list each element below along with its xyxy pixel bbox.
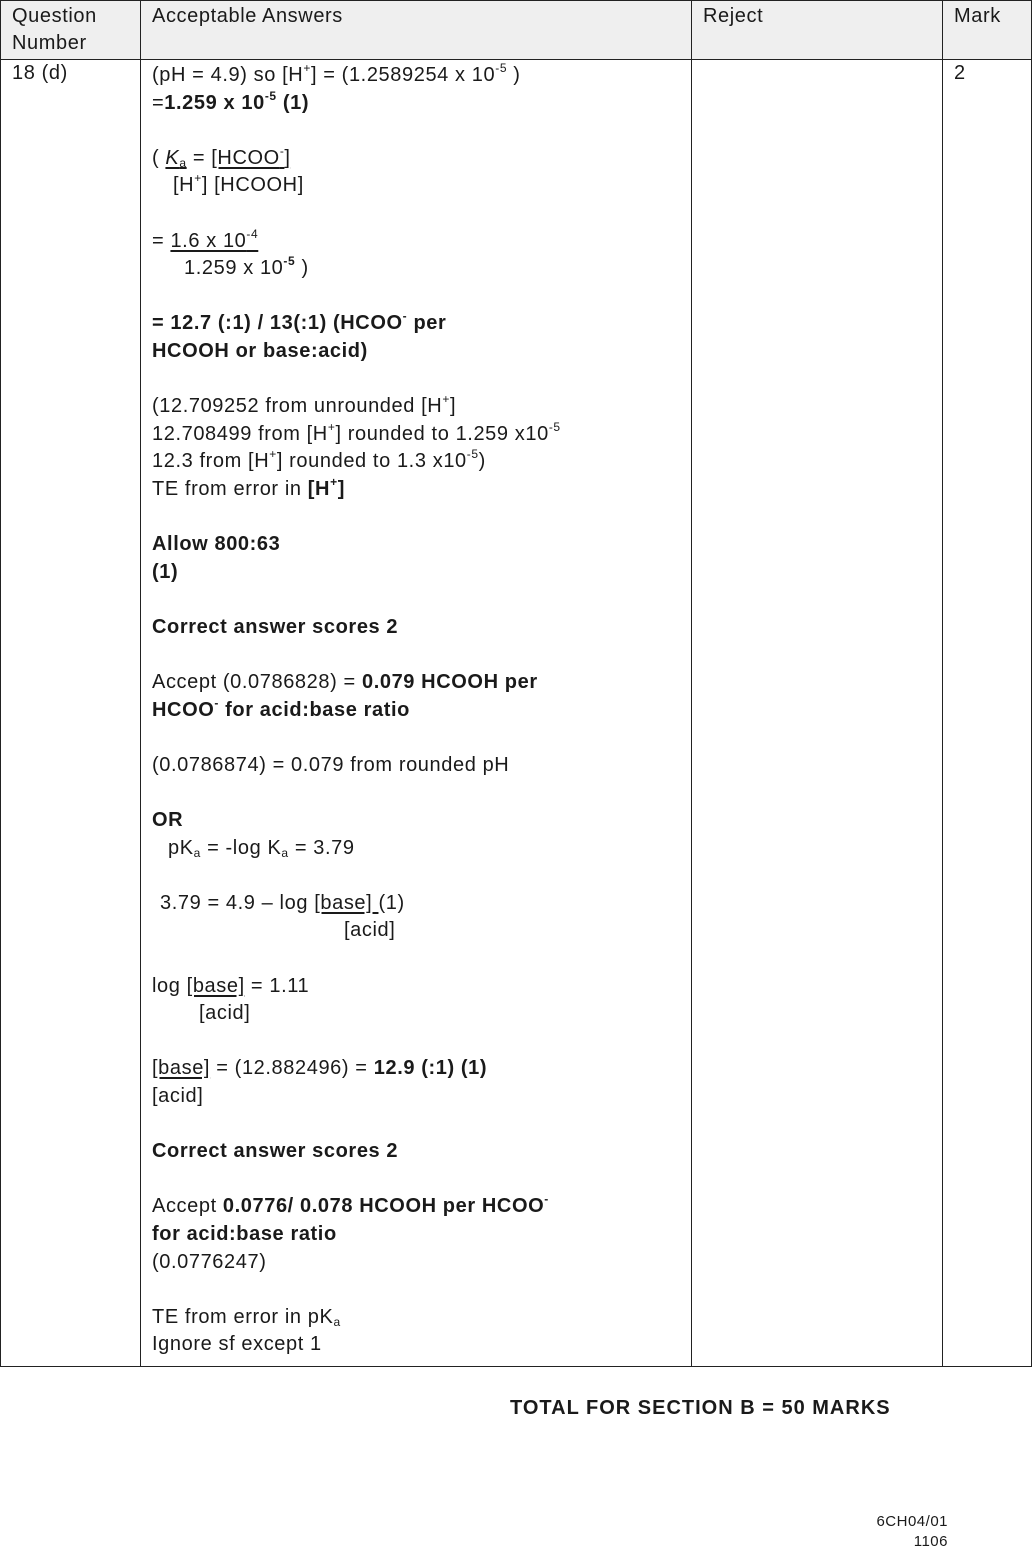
accept-note-2: Accept 0.0776/ 0.078 HCOOH per HCOO- — [152, 1192, 549, 1218]
header-acceptable-answers: Acceptable Answers — [141, 1, 692, 60]
header-question-number: Question Number — [1, 1, 141, 60]
ratio-fraction-denominator: 1.259 x $10^{-5}$ ) — [184, 254, 309, 280]
allow-note: Allow 800:63 — [152, 533, 281, 556]
unrounded-note-1: (12.709252 from unrounded [H+] — [152, 392, 457, 418]
accept-note-1: Accept (0.0786828) = 0.079 HCOOH per — [152, 671, 538, 694]
ratio-fraction-numerator: = 1.6 x $10^{-4}$ — [152, 226, 259, 252]
pka-line: $pK_a = -\log$ $K_a = 3.79$ — [168, 836, 355, 860]
unrounded-note-2: 12.708499 from [H+] rounded to 1.259 $x10^{-5}$ — [152, 419, 561, 445]
ka-expression-denominator: [H+] [HCOOH] — [173, 171, 304, 197]
henderson-numerator: 3.79 = 4.9 – log [base] (1) — [160, 891, 405, 914]
allow-mark: (1) — [152, 560, 179, 583]
ignore-sf-note: Ignore sf except 1 — [152, 1333, 322, 1356]
rounded-ph-note: (0.0786874) = 0.079 from rounded pH — [152, 753, 510, 776]
h-concentration-line: =1.259 x $10^{-5}$ (1) — [152, 88, 310, 114]
unrounded-note-3: 12.3 from [H+] rounded to 1.3 $x10^{-5}$) — [152, 447, 486, 473]
ratio-result-line: = 12.7 (:1) / 13(:1) (HCOO- per — [152, 309, 447, 335]
page-reference: 1106 — [913, 1533, 948, 1550]
page-footer-code — [876, 1512, 948, 1552]
header-mark: Mark — [943, 1, 1032, 60]
accept-note-1b: HCOO- for acid:base ratio — [152, 695, 410, 721]
log-ratio-numerator: log [base] = 1.11 — [152, 974, 310, 997]
section-total: TOTAL FOR SECTION B = 50 MARKS — [510, 1397, 891, 1419]
base-acid-denominator: [acid] — [152, 1084, 204, 1107]
paper-code: 6CH04/01 — [876, 1513, 948, 1530]
acceptable-answers — [141, 60, 692, 1367]
correct-answer-note-1: Correct answer scores 2 — [152, 615, 399, 638]
header-reject: Reject — [692, 1, 943, 60]
ka-expression-numerator: ( $K_a$ = [HCOO-] — [152, 143, 291, 170]
henderson-denominator: [acid] — [344, 919, 396, 942]
question-number: 18 (d) — [1, 60, 141, 1367]
ph-line: (pH = 4.9) so [H+] = (1.2589254 x $10^{-5}$ ) — [152, 61, 521, 86]
correct-answer-note-2: Correct answer scores 2 — [152, 1140, 399, 1163]
accept-note-2c: (0.0776247) — [152, 1250, 267, 1273]
log-ratio-denominator: [acid] — [199, 1002, 251, 1025]
te-note-pka: TE from error in $pK_a$ — [152, 1305, 341, 1329]
ratio-result-line-2: HCOOH or base:acid) — [152, 339, 368, 362]
base-acid-ratio: [base] = (12.882496) = 12.9 (:1) (1) — [152, 1057, 488, 1080]
answer-row — [1, 60, 1032, 1367]
reject-cell — [692, 60, 943, 1367]
mark-cell: 2 — [943, 60, 1032, 1367]
accept-note-2b: for acid:base ratio — [152, 1222, 337, 1245]
or-label: OR — [152, 809, 184, 832]
te-note-h: TE from error in [H+] — [152, 474, 345, 500]
header-row — [1, 1, 1032, 60]
